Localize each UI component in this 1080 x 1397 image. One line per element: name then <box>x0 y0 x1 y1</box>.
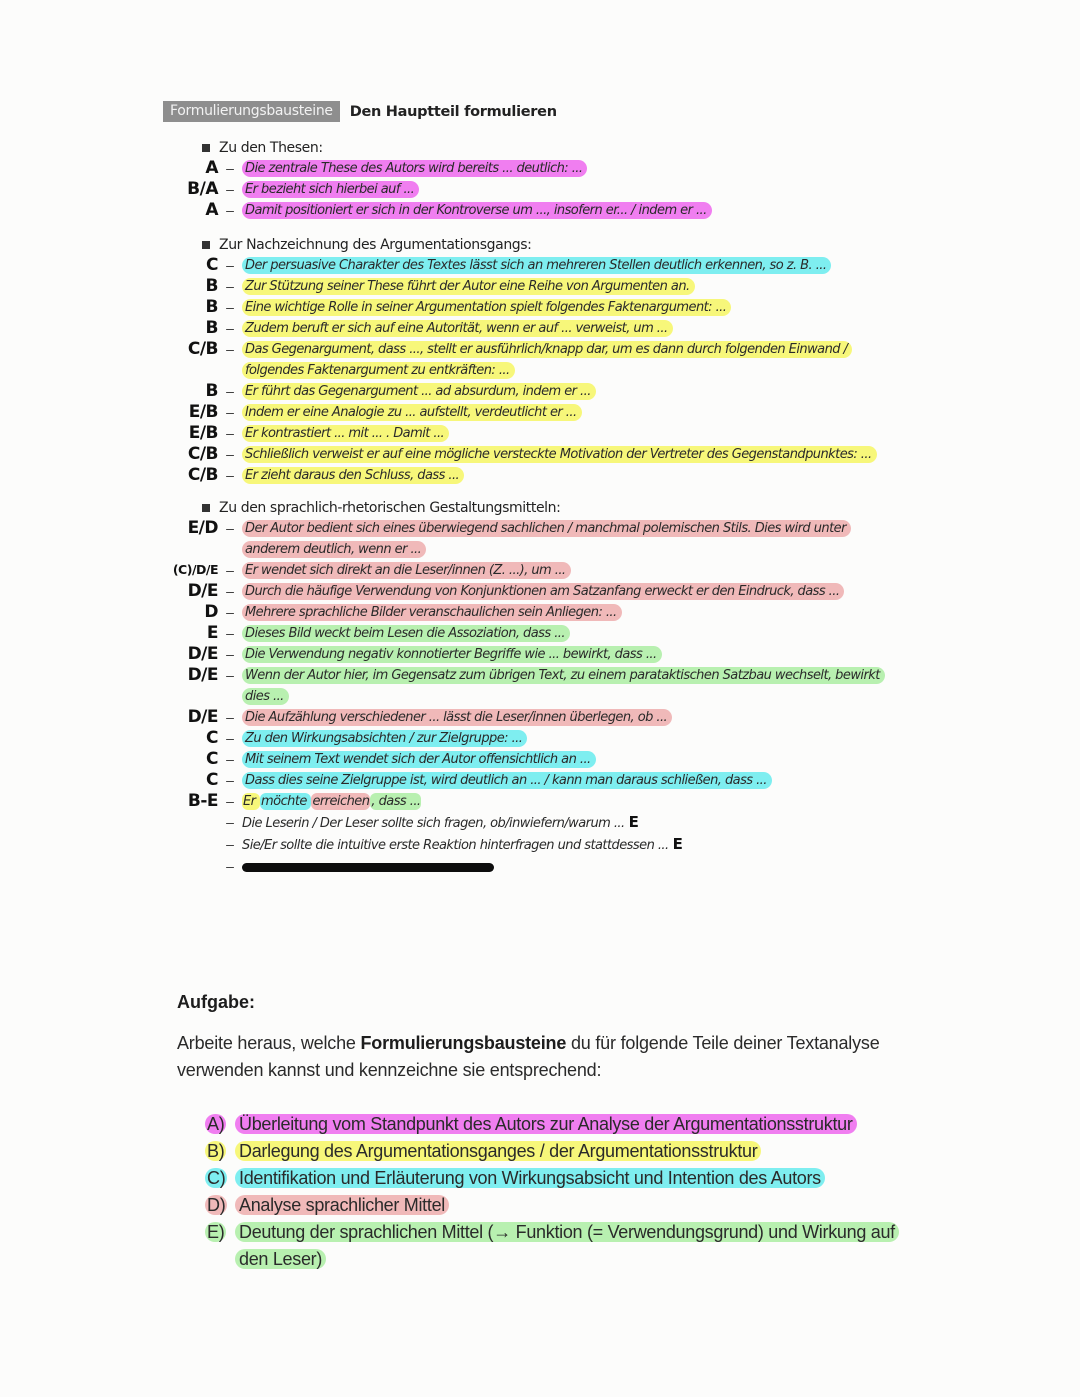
phrase-text <box>242 179 419 200</box>
option-key-text: A) <box>207 1114 225 1134</box>
list-item <box>150 200 910 221</box>
option-key-text: E) <box>207 1222 225 1242</box>
list-item <box>150 623 910 644</box>
option-key-text: C) <box>207 1168 226 1188</box>
dash-bullet: – <box>226 160 234 176</box>
handwritten-mark: E <box>206 623 218 643</box>
phrase-text <box>242 381 596 402</box>
task-options-list <box>205 1111 905 1273</box>
phrase-text <box>242 200 712 221</box>
dash-bullet: – <box>226 467 234 483</box>
highlighted-phrase: Er wendet sich direkt an die Leser/innen (Z. ...), um ... <box>242 562 571 579</box>
option-label-text: Analyse sprachlicher Mittel <box>235 1195 449 1215</box>
list-item <box>150 518 910 560</box>
task-text-bold: Formulierungsbausteine <box>360 1033 567 1053</box>
phrase-text <box>242 707 672 728</box>
option-key-text: B) <box>207 1141 225 1161</box>
section-thesen <box>150 138 910 221</box>
highlighted-phrase: Wenn der Autor hier, im Gegensatz zum übrigen Text, zu einem parataktischen Satzbau wechselt, bewirkt dies ... <box>242 667 885 705</box>
handwritten-mark: E/B <box>188 423 218 443</box>
dash-bullet: – <box>226 730 234 746</box>
section-heading-text: Zu den sprachlich-rhetorischen Gestaltungsmitteln: <box>219 500 561 516</box>
phrase-text <box>242 297 731 318</box>
list-item <box>150 728 910 749</box>
header-tag: Formulierungsbausteine <box>163 101 340 122</box>
option-label <box>235 1165 905 1192</box>
dash-bullet: – <box>226 625 234 641</box>
option-key <box>205 1219 235 1273</box>
task-option-e <box>205 1219 905 1273</box>
handwritten-mark: D/E <box>187 707 218 727</box>
dash-bullet: – <box>226 604 234 620</box>
list-item <box>150 318 910 339</box>
highlighted-phrase: Zudem beruft er sich auf eine Autorität, wenn er auf ... verweist, um ... <box>242 320 673 337</box>
phrase-text <box>242 444 877 465</box>
dash-bullet: – <box>226 751 234 767</box>
dash-bullet: – <box>226 814 234 830</box>
phrase-text <box>242 791 421 812</box>
handwritten-mark: B/A <box>187 179 218 199</box>
highlight-segment: Er <box>243 794 260 809</box>
task-option-a <box>205 1111 905 1138</box>
handwritten-mark: D/E <box>187 665 218 685</box>
phrase-text <box>242 158 587 179</box>
task-option-c <box>205 1165 905 1192</box>
list-item <box>150 581 910 602</box>
highlighted-phrase: Zu den Wirkungsabsichten / zur Zielgruppe: ... <box>242 730 527 747</box>
phrase-text <box>242 581 844 602</box>
list-item <box>150 465 910 486</box>
dash-bullet: – <box>226 181 234 197</box>
section-argumentationsgang <box>150 235 910 486</box>
handwritten-mark: C/B <box>187 444 218 464</box>
option-key <box>205 1165 235 1192</box>
handwritten-mark: (C)/D/E <box>172 562 218 577</box>
task-instructions <box>177 1030 897 1084</box>
handwritten-mark: B <box>205 297 218 317</box>
list-item <box>150 644 910 665</box>
section-heading-text: Zur Nachzeichnung des Argumentationsgangs: <box>219 237 532 253</box>
phrase-text <box>242 560 571 581</box>
phrase-text <box>242 812 638 834</box>
phrase-text <box>242 665 892 707</box>
dash-bullet: – <box>226 257 234 273</box>
highlighted-phrase: Er bezieht sich hierbei auf ... <box>242 181 419 198</box>
handwritten-mark: D <box>204 602 218 622</box>
handwritten-mark: C <box>206 770 218 790</box>
dash-bullet: – <box>226 404 234 420</box>
list-item <box>150 158 910 179</box>
dash-bullet: – <box>226 278 234 294</box>
handwritten-mark: C <box>206 728 218 748</box>
phrase-text <box>242 770 772 791</box>
handwritten-suffix-mark: E <box>628 813 639 831</box>
highlighted-phrase: Durch die häufige Verwendung von Konjunktionen am Satzanfang erweckt er den Eindruck, dass ... <box>242 583 844 600</box>
dash-bullet: – <box>226 667 234 683</box>
dash-bullet: – <box>226 646 234 662</box>
highlighted-phrase: Dieses Bild weckt beim Lesen die Assoziation, dass ... <box>242 625 570 642</box>
option-label <box>235 1192 905 1219</box>
dash-bullet: – <box>226 858 234 874</box>
dash-bullet: – <box>226 320 234 336</box>
dash-bullet: – <box>226 446 234 462</box>
handwritten-mark: B <box>205 381 218 401</box>
list-item <box>150 770 910 791</box>
phrase-text <box>242 339 892 381</box>
phrase-text <box>242 465 464 486</box>
handwritten-mark: B <box>205 276 218 296</box>
handwritten-mark: C/B <box>187 465 218 485</box>
phrase-text <box>242 834 682 856</box>
phrase-text <box>242 402 582 423</box>
handwritten-mark: C/B <box>187 339 218 359</box>
option-label <box>235 1219 905 1273</box>
dash-bullet: – <box>226 341 234 357</box>
task-text-before: Arbeite heraus, welche <box>177 1033 361 1053</box>
highlight-segment: , dass ... <box>371 794 421 809</box>
handwritten-mark: D/E <box>187 581 218 601</box>
dash-bullet: – <box>226 299 234 315</box>
dash-bullet: – <box>226 793 234 809</box>
header-title: Den Hauptteil formulieren <box>349 103 557 120</box>
highlighted-phrase: Schließlich verweist er auf eine mögliche versteckte Motivation der Vertreter des Gegenstandpunktes: ... <box>242 446 877 463</box>
section-heading <box>150 138 910 158</box>
task-option-d <box>205 1192 905 1219</box>
task-title: Aufgabe: <box>177 992 255 1012</box>
option-key <box>205 1192 235 1219</box>
highlighted-phrase: Sie/Er sollte die intuitive erste Reaktion hinterfragen und stattdessen ... <box>242 838 669 853</box>
dash-bullet: – <box>226 425 234 441</box>
dash-bullet: – <box>226 202 234 218</box>
handwritten-mark: B <box>205 318 218 338</box>
highlighted-phrase: Die Leserin / Der Leser sollte sich fragen, ob/inwiefern/warum ... <box>242 816 625 831</box>
highlighted-phrase: Die Aufzählung verschiedener ... lässt die Leser/innen überlegen, ob ... <box>242 709 672 726</box>
list-item <box>150 339 910 381</box>
list-item <box>150 402 910 423</box>
list-item <box>150 602 910 623</box>
option-key <box>205 1111 235 1138</box>
phrase-text <box>242 728 527 749</box>
dash-bullet: – <box>226 520 234 536</box>
section-heading <box>150 498 910 518</box>
highlighted-phrase: Indem er eine Analogie zu ... aufstellt, verdeutlicht er ... <box>242 404 582 421</box>
square-bullet-icon <box>202 241 210 249</box>
list-item <box>150 255 910 276</box>
handwritten-mark: B-E <box>187 791 218 811</box>
list-item <box>150 444 910 465</box>
highlighted-phrase: Die zentrale These des Autors wird bereits ... deutlich: ... <box>242 160 587 177</box>
option-label-text: Deutung der sprachlichen Mittel (→ Funktion (= Verwendungsgrund) und Wirkung auf den Leser) <box>235 1222 899 1269</box>
phrase-text <box>242 276 695 297</box>
worksheet-header <box>163 101 557 122</box>
list-item <box>150 856 910 877</box>
option-label-text: Identifikation und Erläuterung von Wirkungsabsicht und Intention des Autors <box>235 1168 825 1188</box>
phrase-text <box>242 518 892 560</box>
highlighted-phrase: Zur Stützung seiner These führt der Autor eine Reihe von Argumenten an. <box>242 278 695 295</box>
option-label-text: Darlegung des Argumentationsganges / der Argumentationsstruktur <box>235 1141 761 1161</box>
highlighted-phrase: Der persuasive Charakter des Textes lässt sich an mehreren Stellen deutlich erkennen, so z. B. ... <box>242 257 831 274</box>
list-item <box>150 707 910 728</box>
highlighted-phrase: Der Autor bedient sich eines überwiegend sachlichen / manchmal polemischen Stils. Dies wird unter anderem deutlich, wenn er ... <box>242 520 851 558</box>
square-bullet-icon <box>202 144 210 152</box>
list-item <box>150 812 910 834</box>
section-gestaltungsmittel <box>150 498 910 877</box>
highlighted-phrase: Das Gegenargument, dass ..., stellt er ausführlich/knapp dar, um es dann durch folgenden Einwand / folgendes Faktenargument zu entkräften: ... <box>242 341 852 379</box>
highlighted-phrase: Mit seinem Text wendet sich der Autor offensichtlich an ... <box>242 751 596 768</box>
highlighted-phrase: Er zieht daraus den Schluss, dass ... <box>242 467 464 484</box>
dash-bullet: – <box>226 562 234 578</box>
list-item <box>150 834 910 856</box>
highlighted-phrase: Die Verwendung negativ konnotierter Begriffe wie ... bewirkt, dass ... <box>242 646 662 663</box>
handwritten-mark: C <box>206 255 218 275</box>
redacted-marker <box>242 863 494 872</box>
task-option-b <box>205 1138 905 1165</box>
list-item <box>150 423 910 444</box>
handwritten-mark: D/E <box>187 644 218 664</box>
highlighted-phrase: Er kontrastiert ... mit ... . Damit ... <box>242 425 449 442</box>
square-bullet-icon <box>202 504 210 512</box>
highlighted-phrase: Eine wichtige Rolle in seiner Argumentation spielt folgendes Faktenargument: ... <box>242 299 731 316</box>
highlighted-phrase: Damit positioniert er sich in der Kontroverse um ..., insofern er... / indem er ... <box>242 202 712 219</box>
handwritten-mark: E/D <box>187 518 218 538</box>
option-label-text: Überleitung vom Standpunkt des Autors zur Analyse der Argumentationsstruktur <box>235 1114 857 1134</box>
option-key-text: D) <box>207 1195 226 1215</box>
handwritten-mark: A <box>205 200 218 220</box>
phrase-text <box>242 318 673 339</box>
phrase-text <box>242 255 831 276</box>
list-item <box>150 665 910 707</box>
option-label <box>235 1111 905 1138</box>
handwritten-mark: C <box>206 749 218 769</box>
highlight-segment: erreichen <box>312 794 370 809</box>
dash-bullet: – <box>226 772 234 788</box>
task-text-after: du für folgende Teile deiner Textanalyse verwenden kannst und kennzeichne sie entsprechend: <box>177 1033 880 1080</box>
list-item <box>150 749 910 770</box>
option-label <box>235 1138 905 1165</box>
handwritten-mark: A <box>205 158 218 178</box>
phrase-text <box>242 623 570 644</box>
dash-bullet: – <box>226 836 234 852</box>
dash-bullet: – <box>226 709 234 725</box>
handwritten-mark: E/B <box>188 402 218 422</box>
phrase-text <box>242 423 449 444</box>
handwritten-suffix-mark: E <box>672 835 683 853</box>
option-key <box>205 1138 235 1165</box>
phrase-text <box>242 644 662 665</box>
list-item <box>150 179 910 200</box>
phrase-text <box>242 856 494 877</box>
highlighted-phrase: Er führt das Gegenargument ... ad absurdum, indem er ... <box>242 383 596 400</box>
list-item <box>150 297 910 318</box>
list-item <box>150 381 910 402</box>
list-item <box>150 791 910 812</box>
dash-bullet: – <box>226 583 234 599</box>
phrase-text <box>242 749 596 770</box>
dash-bullet: – <box>226 383 234 399</box>
highlight-segment: möchte <box>261 794 311 809</box>
list-item <box>150 276 910 297</box>
highlighted-phrase: Mehrere sprachliche Bilder veranschaulichen sein Anliegen: ... <box>242 604 622 621</box>
highlighted-phrase: Dass dies seine Zielgruppe ist, wird deutlich an ... / kann man daraus schließen, dass ... <box>242 772 772 789</box>
list-item <box>150 560 910 581</box>
section-heading <box>150 235 910 255</box>
phrase-text <box>242 602 622 623</box>
section-heading-text: Zu den Thesen: <box>219 140 323 156</box>
